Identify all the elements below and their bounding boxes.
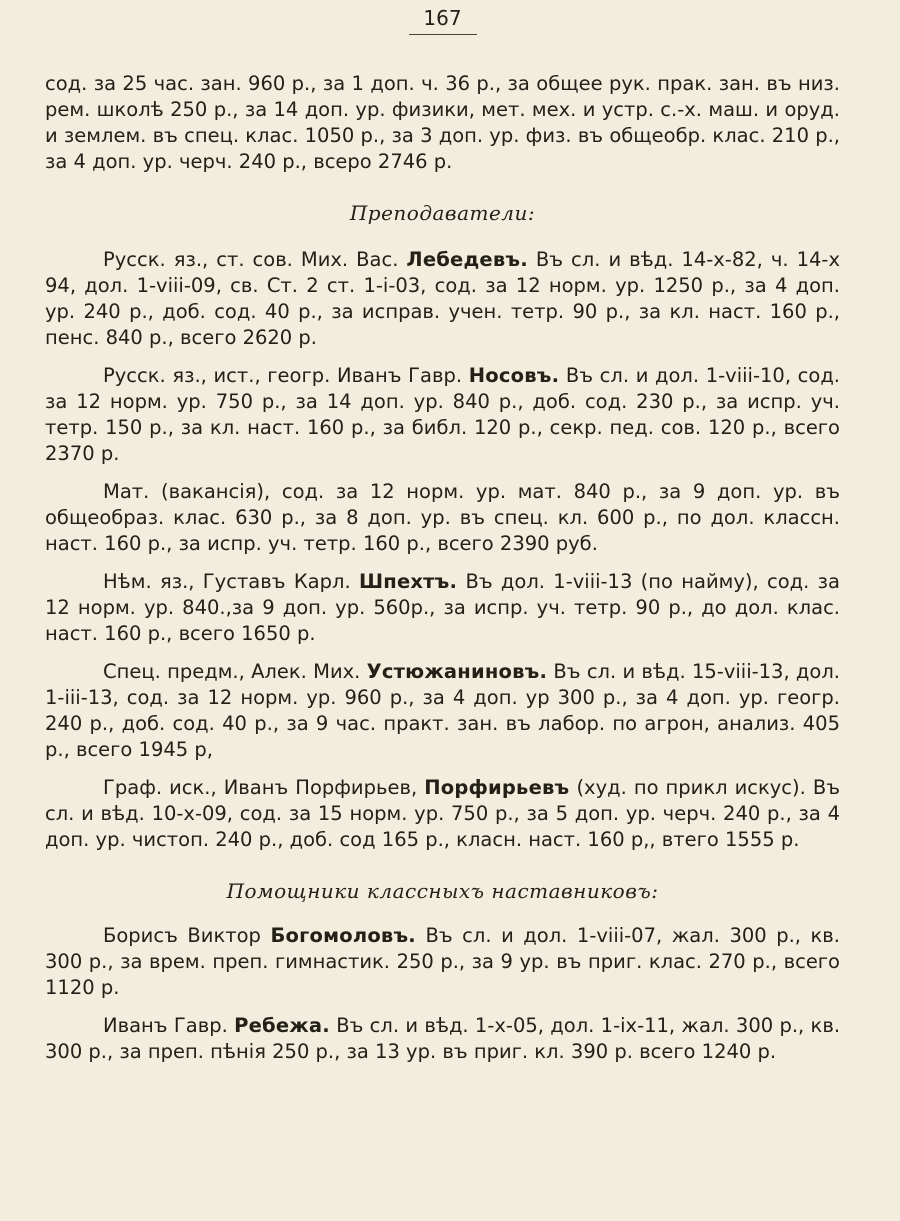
entry-prefix: Спец. предм., Алек. Мих. xyxy=(103,660,361,683)
teacher-entry-vacancy xyxy=(45,479,840,557)
teachers-list xyxy=(45,247,840,853)
entry-prefix: Борисъ Виктор xyxy=(103,924,261,947)
section-heading-assistants: Помощники классныхъ наставниковъ: xyxy=(226,879,659,903)
intro-paragraph: сод. за 25 час. зан. 960 р., за 1 доп. ч. 36 р., за общее рук. прак. зан. въ низ. рем. школѣ 250 р., за 14 доп. ур. физики, мет. мех. и устр. с.-х. маш. и оруд. и землем. въ спец. клас. 1050 р., за 3 доп. ур. физ. въ общеобр. клас. 210 р., за 4 доп. ур. черч. 240 р., всеро 2746 р. xyxy=(45,72,840,173)
entry-prefix: Русск. яз., ист., геогр. Иванъ Гавр. xyxy=(103,364,463,387)
page-number-rule xyxy=(409,34,477,35)
assistant-surname: Богомоловъ. xyxy=(270,924,416,947)
teacher-entry xyxy=(45,247,840,351)
teacher-entry xyxy=(45,569,840,647)
entry-details: (худ. по прикл искус). Въ сл. и вѣд. 10-х-09, сод. за 15 норм. ур. 750 р., за 5 доп. ур. черч. 240 р., за 4 доп. ур. чистоп. 240 р., доб. сод 165 р., класн. наст. 160 р,, втего 1555 р. xyxy=(45,776,841,851)
assistant-surname: Ребежа. xyxy=(234,1014,330,1037)
entry-details: Въ сл. и вѣд. 14-х-82, ч. 14-х 94, дол. 1-viii-09, св. Ст. 2 ст. 1-i-03, сод. за 12 норм. ур. 1250 р., за 4 доп. ур. 240 р., доб. сод. 40 р., за исправ. учен. тетр. 90 р., за кл. наст. 160 р., пенс. 840 р., всего 2620 р. xyxy=(45,248,840,349)
assistant-entry xyxy=(45,1013,840,1065)
teacher-surname: Шпехтъ. xyxy=(358,570,458,593)
teacher-surname: Лебедевъ. xyxy=(406,248,528,271)
teacher-entry xyxy=(45,363,840,467)
entry-details: Въ дол. 1-viii-13 (по найму), сод. за 12 норм. ур. 840.,за 9 доп. ур. 560р., за испр. уч. тетр. 90 р., до дол. клас. наст. 160 р., всего 1650 р. xyxy=(45,570,840,645)
entry-prefix: Иванъ Гавр. xyxy=(103,1014,228,1037)
entry-prefix: Мат. (вакансія), сод. за 12 норм. ур. мат. 840 р., за 9 доп. ур. въ общеобраз. клас. 630 р., за 8 доп. ур. въ спец. кл. 600 р., по дол. классн. наст. 160 р., за испр. уч. тетр. 160 р., всего 2390 руб. xyxy=(45,480,840,555)
teacher-surname: Порфирьевъ xyxy=(424,776,570,799)
entry-details: Въ сл. и дол. 1-viii-07, жал. 300 р., кв. 300 р., за врем. преп. гимнастик. 250 р., за 9 ур. въ приг. клас. 270 р., всего 1120 р. xyxy=(45,924,840,999)
assistants-list xyxy=(45,923,840,1065)
entry-details: Въ сл. и дол. 1-viii-10, сод. за 12 норм. ур. 750 р., за 14 доп. ур. 840 р., доб. сод. 230 р., за испр. уч. тетр. 150 р., за кл. наст. 160 р., за библ. 120 р., секр. пед. сов. 120 р., всего 2370 р. xyxy=(45,364,840,465)
entry-prefix: Русск. яз., ст. сов. Мих. Вас. xyxy=(103,248,399,271)
page-header xyxy=(45,0,840,35)
teacher-entry xyxy=(45,659,840,763)
entry-details: Въ сл. и вѣд. 1-х-05, дол. 1-ix-11, жал. 300 р., кв. 300 р., за преп. пѣнія 250 р., за 13 ур. въ приг. кл. 390 р. всего 1240 р. xyxy=(45,1014,841,1063)
teacher-surname: Носовъ. xyxy=(468,364,560,387)
assistant-entry xyxy=(45,923,840,1001)
entry-prefix: Граф. иск., Иванъ Порфирьев, xyxy=(103,776,418,799)
page-number: 167 xyxy=(423,6,462,30)
teacher-entry xyxy=(45,775,840,853)
teacher-surname: Устюжаниновъ. xyxy=(366,660,548,683)
entry-prefix: Нѣм. яз., Густавъ Карл. xyxy=(103,570,351,593)
section-heading-teachers: Преподаватели: xyxy=(349,201,536,225)
entry-details: Въ сл. и вѣд. 15-viii-13, дол. 1-iii-13, сод. за 12 норм. ур. 960 р., за 4 доп. ур 300 р., за 4 доп. ур. геогр. 240 р., доб. сод. 40 р., за 9 час. практ. зан. въ лабор. по агрон, анализ. 405 р., всего 1945 р, xyxy=(45,660,841,761)
